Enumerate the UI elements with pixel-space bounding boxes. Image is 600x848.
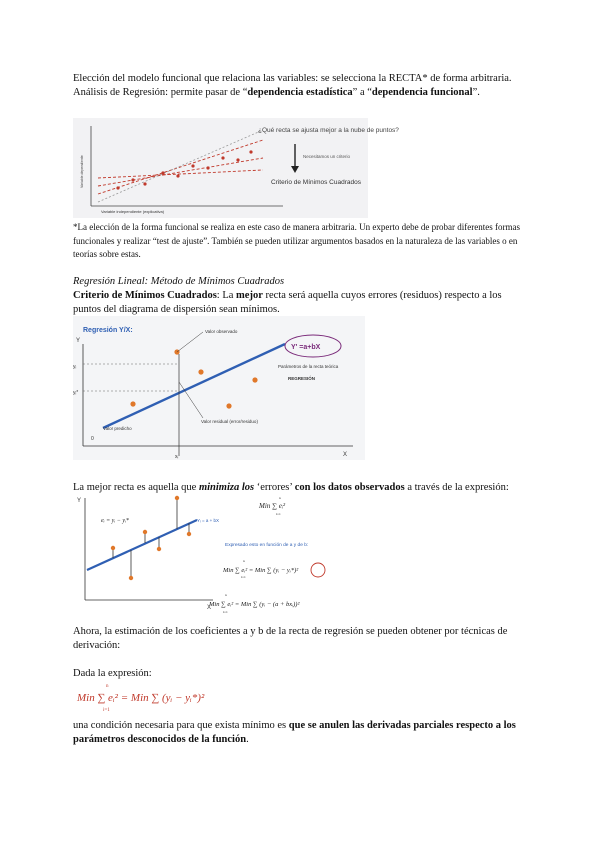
intro-text-2: ” a “: [352, 87, 372, 98]
criterion-text-2: recta será aquella cuyos errores (residuos) respecto a los puntos del diagrama de dispersión sean mínimos.: [73, 290, 502, 315]
figure-2: [73, 316, 365, 460]
criterion-bold: Criterio de Mínimos Cuadrados: [73, 290, 217, 301]
conclusion-text-2: .: [246, 734, 249, 745]
fig2-residual-label: Valor residual (error/residuo): [201, 419, 258, 424]
fig2-yi-hat: yᵢ*: [73, 390, 79, 396]
fig3-min-top-upper: n: [279, 496, 281, 500]
fig3-y-axis: Y: [77, 498, 82, 504]
criterion-paragraph: [73, 289, 528, 317]
intro-bold-2: dependencia funcional: [371, 87, 473, 98]
fig3-eq1-lower: i=1: [241, 575, 246, 579]
figure-1: [73, 118, 399, 218]
fig3-eq2-lower: i=1: [223, 610, 228, 614]
line-4: Ahora, la estimación de los coeficientes a y b de la recta de regresión se pueden obtener por técnicas de derivación:: [73, 626, 508, 651]
fig1-question-text: ¿Qué recta se ajusta mejor a la nube de puntos?: [258, 127, 399, 134]
formula-lower: i=1: [103, 708, 110, 713]
conclusion-text-1: una condición necesaria para que exista mínimo es: [73, 720, 289, 731]
line3-text-1: La mejor recta es aquella que: [73, 482, 199, 493]
fig1-criterion: Criterio de Mínimos Cuadrados: [271, 179, 361, 186]
line3-text-2: ‘errores’: [256, 482, 295, 493]
section-heading: Regresión Lineal: Método de Mínimos Cuadrados: [73, 276, 285, 287]
conclusion-paragraph: [73, 719, 528, 747]
fig1-arrow-note: Necesitamos un criterio: [303, 154, 351, 159]
intro-paragraph: [73, 72, 528, 100]
formula-upper: n: [106, 684, 109, 689]
fig3-min-top: Min ∑ eᵢ²: [259, 502, 286, 510]
fig2-predicted-label: Valor predicho: [103, 426, 132, 431]
fig2-yi: yᵢ: [73, 364, 77, 370]
conclusion-bold-1: que se anulen las derivadas parciales respecto a los parámetros desconocidos de la función: [73, 720, 516, 745]
line3-bold-2: con los datos observados: [294, 482, 405, 493]
fig3-x-axis: X: [207, 605, 212, 611]
fig3-eq2-upper: n: [225, 593, 227, 597]
fig1-y-axis-label: Variable dependiente: [80, 155, 84, 188]
formula-text: Min ∑ eᵢ² = Min ∑ (yᵢ − yᵢ*)²: [77, 692, 205, 704]
intro-bold-1: dependencia estadística: [247, 87, 353, 98]
fig3-eq1: Min ∑ eᵢ² = Min ∑ (yᵢ − yᵢ*)²: [223, 567, 299, 574]
line3-bold-1: minimiza los: [198, 482, 257, 493]
line-5: Dada la expresión:: [73, 668, 152, 679]
criterion-text-1: : La: [216, 290, 237, 301]
fig3-eq2: Min ∑ eᵢ² = Min ∑ (yᵢ − (a + bxᵢ))²: [209, 601, 300, 608]
fig2-origin: 0: [91, 436, 94, 442]
fig2-title: Regresión Y/X:: [83, 327, 133, 334]
fig3-line-label: Yᵢ = a + bX: [197, 518, 219, 523]
fig3-eq1-upper: n: [243, 559, 245, 563]
criterion-bold-2: mejor: [236, 290, 263, 301]
fig2-observed-label: Valor observado: [205, 329, 238, 334]
formula-box: [73, 679, 223, 713]
fig2-equation: Y' =a+bX: [291, 344, 321, 351]
fig2-params-label: Parámetros de la recta teórica: [278, 364, 339, 369]
figure-3: [73, 494, 345, 618]
fig3-expressed: Expresado esto en función de a y de b:: [225, 543, 309, 548]
fig2-xi: xᵢ: [175, 454, 179, 460]
fig1-x-axis-label: Variable independiente (explicativa): [101, 209, 165, 214]
intro-text-1: Elección del modelo funcional que relaciona las variables: se selecciona la RECTA* de forma arbitraria. Análisis de Regresión: permite pasar de “: [73, 73, 512, 98]
fig2-regression-word: REGRESIÓN: [288, 376, 316, 381]
fig3-ei: eᵢ = yᵢ − yᵢ*: [101, 518, 129, 524]
fig2-x-axis: X: [343, 452, 348, 458]
line-3: [73, 481, 528, 495]
fig2-y-axis: Y: [76, 338, 81, 344]
fig1-question: [258, 127, 399, 134]
note-paragraph: *La elección de la forma funcional se realiza en este caso de manera arbitraria. Un experto debe de probar diferentes formas funcionales y realizar “test de ajuste”. También se pueden utilizar argumentos basados en la naturaleza de las variables o en teorías sobre estas.: [73, 222, 521, 259]
intro-text-3: ”.: [472, 87, 480, 98]
line3-text-3: a través de la expresión:: [404, 482, 509, 493]
fig3-min-top-lower: i=1: [276, 512, 281, 516]
